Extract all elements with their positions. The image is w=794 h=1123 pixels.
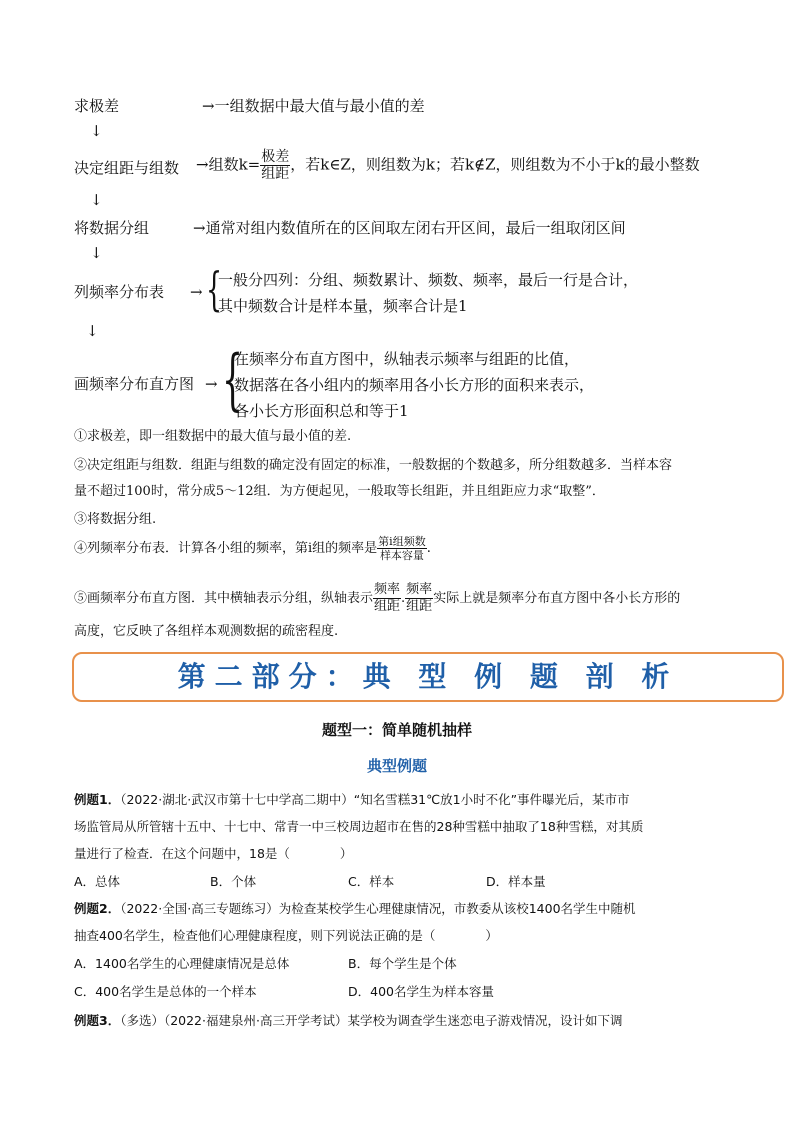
example-1-line2: 场监管局从所管辖十五中、十七中、常青一中三校周边超市在售的28种雪糕中抽取了18种雪糕，对其质 <box>74 819 644 834</box>
flow-step-table-line1: 一般分四列：分组、频数累计、频数、频率，最后一行是合计， <box>218 271 639 289</box>
note-2-line2: 量不超过100时，常分成5～12组．为方便起见，一般取等长组距，并且组距应力求“取整”． <box>74 484 605 499</box>
example-1-option-c: C．样本 <box>348 874 395 889</box>
flow-step-split: 将数据分组 <box>74 219 150 237</box>
note-3: ③将数据分组. <box>74 512 157 527</box>
right-arrow-icon: → <box>190 283 203 301</box>
freq-over-width-fraction: $\frac{\text{频率}}{\text{组距}}$ <box>406 582 433 614</box>
flow-step-histogram-line3: 各小长方形面积总和等于1 <box>234 402 409 420</box>
example-1-line3: 量进行了检查．在这个问题中，18是（ ） <box>74 846 353 861</box>
flow-step-histogram-line2: 数据落在各小组内的频率用各小长方形的面积来表示， <box>234 376 595 394</box>
example-1-line1: 例题1．（2022·湖北·武汉市第十七中学高二期中）“知名雪糕31℃放1小时不化”事件曝光后，某市市 <box>74 792 630 807</box>
example-3-line1: 例题3．（多选）（2022·福建泉州·高三开学考试）某学校为调查学生迷恋电子游戏情况，设计如下调 <box>74 1013 623 1028</box>
down-arrow-icon: ↓ <box>90 122 103 140</box>
example-1-option-d: D．样本量 <box>486 874 546 889</box>
note-4: ④列频率分布表．计算各小组的频率，第i组的频率是 $\frac{\text{第i组频数}}{\text{样本容量}}$ . <box>74 535 431 562</box>
right-arrow-icon: → <box>205 375 218 393</box>
example-2-option-d: D．400名学生为样本容量 <box>348 984 494 999</box>
flow-step-range: 求极差 <box>74 97 120 115</box>
section-banner-title: 第二部分：典 型 例 题 剖 析 <box>177 660 679 693</box>
note-2-line1: ②决定组距与组数．组距与组数的确定没有固定的标准，一般数据的个数越多，所分组数越多．当样本容 <box>74 458 673 473</box>
example-1-option-b: B．个体 <box>210 874 257 889</box>
freq-over-width-fraction: $\frac{\text{频率}}{\text{组距}}$ <box>374 582 401 614</box>
frequency-fraction: $\frac{\text{第i组频数}}{\text{样本容量}}$ <box>378 535 426 562</box>
down-arrow-icon: ↓ <box>90 191 103 209</box>
example-2-line1: 例题2．（2022·全国·高三专题练习）为检查某校学生心理健康情况，市教委从该校1400名学生中随机 <box>74 901 636 916</box>
example-2-option-b: B．每个学生是个体 <box>348 956 457 971</box>
note-5-line2: 高度，它反映了各组样本观测数据的疏密程度. <box>74 624 339 639</box>
flow-step-split-desc: →通常对组内数值所在的区间取左闭右开区间，最后一组取闭区间 <box>193 219 626 237</box>
down-arrow-icon: ↓ <box>90 244 103 262</box>
flow-step-histogram-line1: 在频率分布直方图中，纵轴表示频率与组距的比值， <box>234 350 580 368</box>
example-2-option-c: C．400名学生是总体的一个样本 <box>74 984 257 999</box>
example-2-line2: 抽查400名学生，检查他们心理健康程度，则下列说法正确的是（ ） <box>74 928 498 943</box>
flow-step-table: 列频率分布表 <box>74 283 165 301</box>
flow-step-range-desc: →一组数据中最大值与最小值的差 <box>202 97 425 115</box>
note-5: ⑤画频率分布直方图．其中横轴表示分组，纵轴表示 $\frac{\text{频率}}{\text{组距}}$ . $\frac{\text{频率}}{\text{组距}}$ 实际上就是频率分布直方图中各小长方形的 <box>74 582 681 614</box>
left-brace-icon: { <box>206 262 223 316</box>
flow-step-groups: 决定组距与组数 <box>74 159 180 177</box>
flow-step-table-line2: 其中频数合计是样本量，频率合计是1 <box>218 297 468 315</box>
range-over-width-fraction: $\frac{\text{极差}}{\text{组距}}$ <box>261 149 290 182</box>
example-2-option-a: A．1400名学生的心理健康情况是总体 <box>74 956 290 971</box>
down-arrow-icon: ↓ <box>86 322 99 340</box>
flow-step-histogram: 画频率分布直方图 <box>74 375 195 393</box>
flow-step-groups-desc: →组数k= $\frac{\text{极差}}{\text{组距}}$ ，若k∈Z，则组数为k；若k∉Z，则组数为不小于k的最小整数 <box>196 149 700 182</box>
left-brace-icon: { <box>222 341 243 418</box>
question-type-title: 题型一：简单随机抽样 <box>321 721 472 739</box>
note-1: ①求极差，即一组数据中的最大值与最小值的差. <box>74 429 352 444</box>
typical-examples-title: 典型例题 <box>366 757 427 775</box>
example-1-option-a: A．总体 <box>74 874 121 889</box>
